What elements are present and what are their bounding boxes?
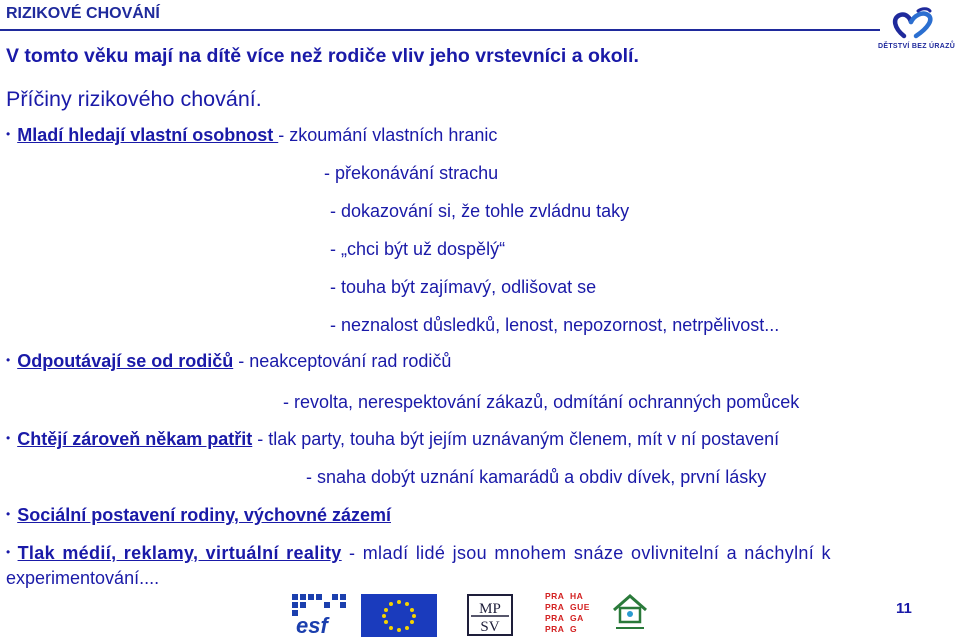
bullet-lead: Odpoutávají se od rodičů — [17, 351, 234, 371]
bullet-item — [6, 351, 451, 372]
mpsv-logo — [467, 594, 513, 636]
heart-hands-icon — [878, 6, 954, 42]
bullet-icon: • — [6, 431, 11, 445]
bullet-icon: • — [6, 353, 11, 367]
bullet-lead: Sociální postavení rodiny, výchovné zázemí — [17, 505, 391, 525]
bullet-rest: - tlak party, touha být jejím uznávaným členem, mít v ní postavení — [252, 429, 780, 449]
praha-logo: PRA HA PRA GUE PRA GA PRA G — [545, 591, 590, 634]
bullet-icon: • — [6, 127, 11, 141]
subitem: - neznalost důsledků, lenost, nepozornost, netrpělivost... — [330, 315, 780, 335]
bullet-item — [6, 125, 497, 146]
bullet-lead: Chtějí zároveň někam patřit — [17, 429, 253, 449]
eu-flag-logo — [361, 594, 437, 637]
bullet-icon: • — [6, 507, 11, 521]
bullet-item — [6, 505, 391, 526]
logo-caption: DĚTSTVÍ BEZ ÚRAZŮ — [878, 43, 956, 50]
svg-text:SV: SV — [480, 619, 500, 634]
subitem: - dokazování si, že tohle zvládnu taky — [330, 201, 630, 221]
subitem: - revolta, nerespektování zákazů, odmítání ochranných pomůcek — [283, 392, 800, 412]
subitem: - snaha dobýt uznání kamarádů a obdiv dívek, první lásky — [306, 467, 767, 487]
ochrana-deti-logo — [610, 590, 650, 634]
svg-text:esf: esf — [296, 613, 328, 636]
esf-logo — [292, 594, 354, 636]
slide-subtitle: V tomto věku mají na dítě více než rodiče vliv jeho vrstevníci a okolí. — [6, 45, 639, 67]
bullet-lead: Tlak médií, reklamy, virtuální reality — [17, 543, 342, 563]
subitem: - „chci být už dospělý“ — [330, 239, 506, 259]
bullet-rest: - neakceptování rad rodičů — [233, 351, 452, 371]
header-divider — [0, 29, 880, 31]
causes-heading: Příčiny rizikového chování. — [6, 87, 262, 111]
bullet-rest: - zkoumání vlastních hranic — [278, 125, 498, 145]
bullet-icon: • — [6, 545, 11, 559]
bullet-item — [6, 543, 956, 564]
detstvi-bez-urazu-logo — [878, 6, 954, 56]
slide-section-title: RIZIKOVÉ CHOVÁNÍ — [6, 5, 160, 22]
bullet-rest: - mladí lidé jsou mnohem snáze ovlivnitelní a náchylní k — [341, 543, 831, 563]
svg-text:MP: MP — [479, 601, 501, 617]
bullet-continuation: experimentování.... — [6, 568, 160, 588]
bullet-lead: Mladí hledají vlastní osobnost — [17, 125, 279, 145]
bullet-item — [6, 429, 779, 450]
subitem: - touha být zajímavý, odlišovat se — [330, 277, 597, 297]
page-number: 11 — [896, 600, 912, 617]
subitem: - překonávání strachu — [324, 163, 499, 183]
